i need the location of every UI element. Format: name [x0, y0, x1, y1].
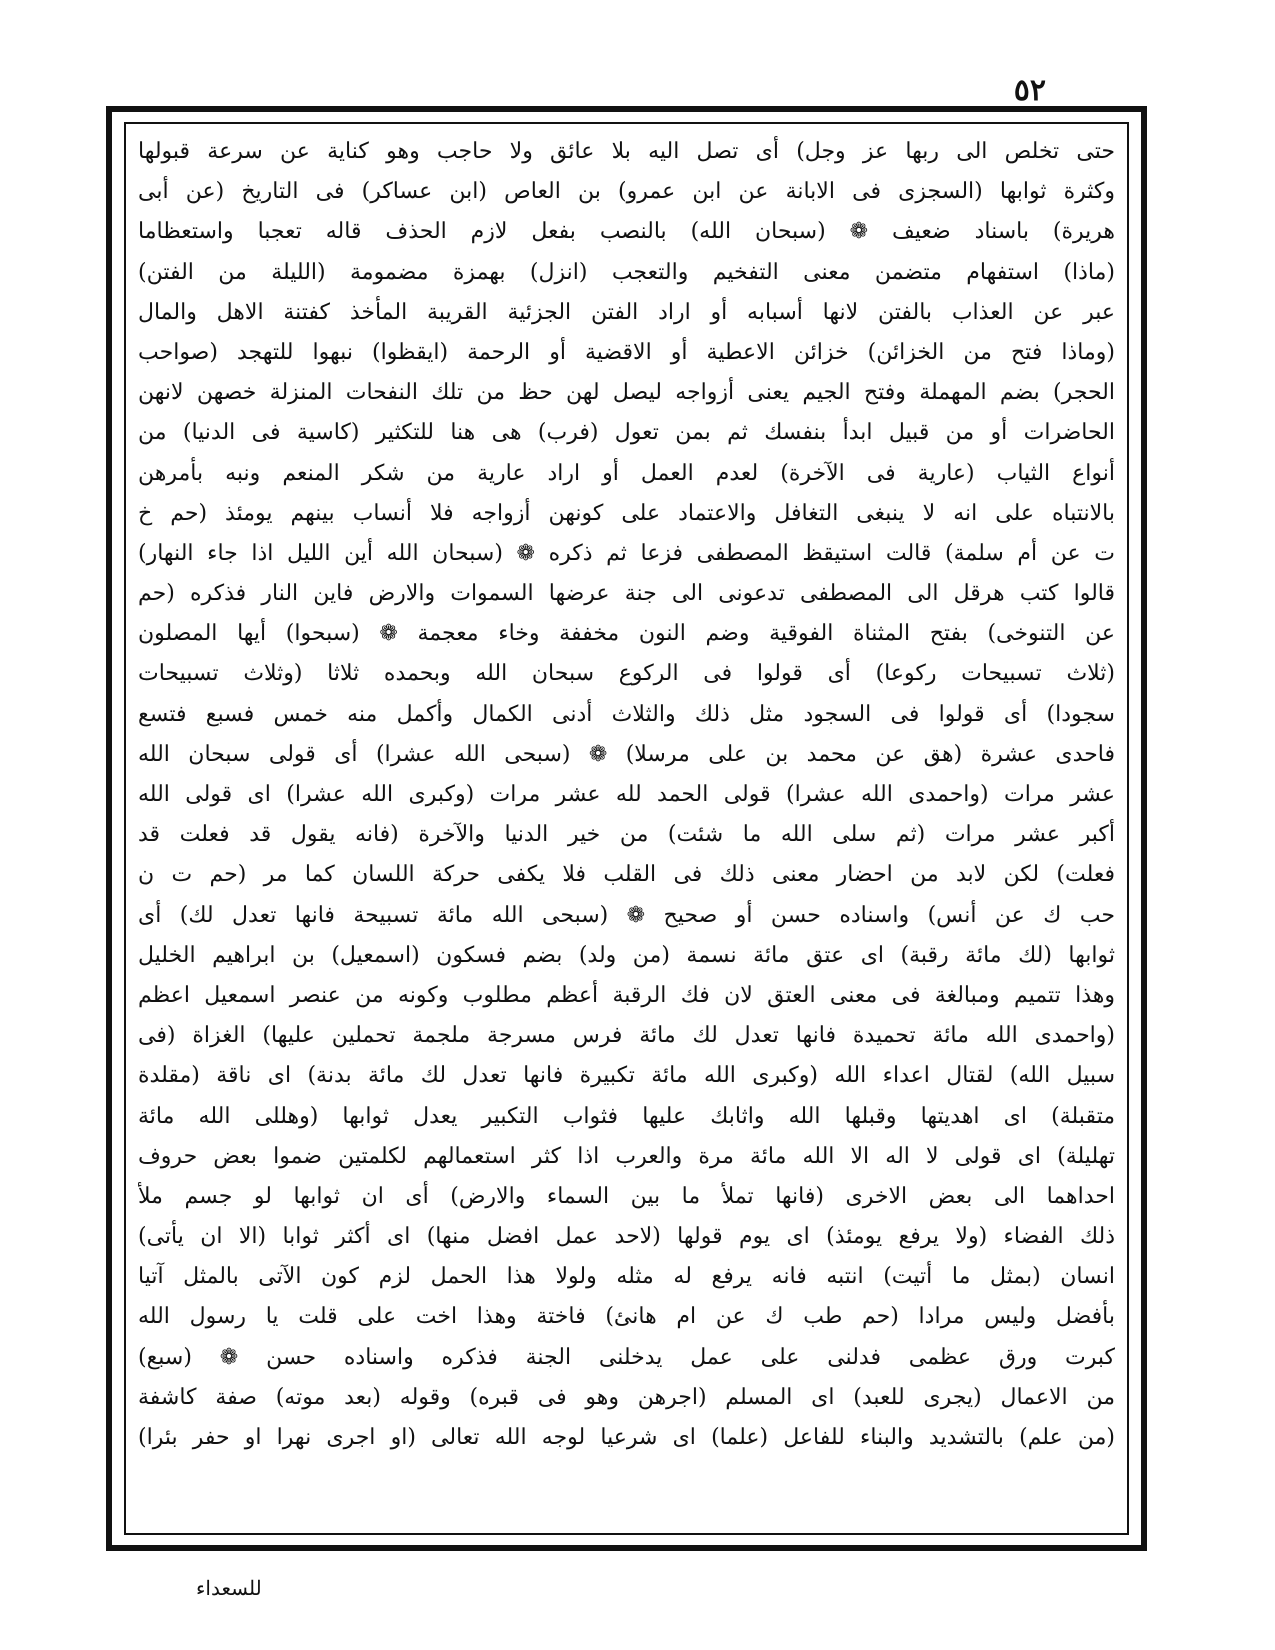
text-line: أكبر عشر مرات (ثم سلى الله ما شئت) من خير الدنيا والآخرة (فانه يقول قد فعلت قد	[138, 822, 1115, 848]
text-line: فعلت) لكن لابد من احضار معنى ذلك فى القلب فلا يكفى حركة اللسان كما مر (حم ت ن	[138, 862, 1115, 888]
text-line: وهذا تتميم ومبالغة فى معنى العتق لان فك الرقبة أعظم مطلوب وكونه من عنصر اسمعيل اعظم	[138, 982, 1115, 1008]
text-line: عن التنوخى) بفتح المثناة الفوقية وضم النون مخففة وخاء معجمة ❁ (سبحوا) أيها المصلون	[138, 621, 1115, 647]
text-line: بأفضل وليس مرادا (حم طب ك عن ام هانئ) فاختة وهذا اخت على قلت يا رسول الله	[138, 1304, 1115, 1330]
text-line: متقبلة) اى اهديتها وقبلها الله واثابك عليها فثواب التكبير يعدل ثوابها (وهللى الله مائة	[138, 1103, 1115, 1129]
text-line: الحجر) بضم المهملة وفتح الجيم يعنى أزواجه ليصل لهن حظ من تلك النفحات المنزلة خصهن لانهن	[138, 380, 1115, 406]
text-line: من الاعمال (يجرى للعبد) اى المسلم (اجرهن وهو فى قبره) وقوله (بعد موته) صفة كاشفة	[138, 1384, 1115, 1410]
text-line: سجودا) أى قولوا فى السجود مثل ذلك والثلاث أدنى الكمال وأكمل منه خمس فسبع فتسع	[138, 701, 1115, 727]
text-line: سبيل الله) لقتال اعداء الله (وكبرى الله مائة تكبيرة فانها تعدل لك مائة بدنة) اى ناقة (مقلدة	[138, 1063, 1115, 1089]
text-line: حب ك عن أنس) واسناده حسن أو صحيح ❁ (سبحى الله مائة تسبيحة فانها تعدل لك) أى	[138, 902, 1115, 928]
text-line: (ماذا) استفهام متضمن معنى التفخيم والتعجب (انزل) بهمزة مضمومة (الليلة من الفتن)	[138, 259, 1115, 285]
page-number: ٥٢	[1013, 73, 1046, 108]
text-line: فاحدى عشرة (هق عن محمد بن على مرسلا) ❁ (سبحى الله عشرا) أى قولى سبحان الله	[138, 741, 1115, 767]
text-line: ت عن أم سلمة) قالت استيقظ المصطفى فزعا ثم ذكره ❁ (سبحان الله أين الليل اذا جاء النهار)	[138, 540, 1115, 566]
text-line: الحاضرات أو من قبيل ابدأ بنفسك ثم بمن تعول (فرب) هى هنا للتكثير (كاسية فى الدنيا) من	[138, 420, 1115, 446]
text-line: أنواع الثياب (عارية فى الآخرة) لعدم العمل أو اراد عارية من شكر المنعم ونبه بأمرهن	[138, 460, 1115, 486]
text-line: احداهما الى بعض الاخرى (فانها تملأ ما بين السماء والارض) أى ان ثوابها لو جسم ملأ	[138, 1183, 1115, 1209]
text-line: (من علم) بالتشديد والبناء للفاعل (علما) اى شرعيا لوجه الله تعالى (او اجرى نهرا او حفر بئرا)	[138, 1425, 1115, 1450]
text-line: بالانتباه على انه لا ينبغى التغافل والاعتماد على كونهن أزواجه فلا أنساب بينهم يومئذ (حم خ	[138, 500, 1115, 526]
text-line: تهليلة) اى قولى لا اله الا الله مائة مرة والعرب اذا كثر استعمالهم لكلمتين ضموا بعض حروف	[138, 1143, 1115, 1169]
text-line: عشر مرات (واحمدى الله عشرا) قولى الحمد لله عشر مرات (وكبرى الله عشرا) اى قولى الله	[138, 782, 1115, 807]
text-block	[138, 132, 1115, 1527]
text-line: حتى تخلص الى ربها عز وجل) أى تصل اليه بلا عائق ولا حاجب وهو كناية عن سرعة قبولها	[138, 139, 1115, 164]
text-line: ذلك الفضاء (ولا يرفع يومئذ) اى يوم قولها (لاحد عمل افضل منها) اى أكثر ثوابا (الا ان يأتى)	[138, 1224, 1115, 1250]
text-line: هريرة) باسناد ضعيف ❁ (سبحان الله) بالنصب بفعل لازم الحذف قاله تعجبا واستعظاما	[138, 219, 1115, 245]
text-line	[138, 1458, 1115, 1498]
text-line: ثوابها (لك مائة رقبة) اى عتق مائة نسمة (من ولد) بضم فسكون (اسمعيل) بن ابراهيم الخليل	[138, 942, 1115, 968]
text-line: كبرت ورق عظمى فدلنى على عمل يدخلنى الجنة فذكره واسناده حسن ❁ (سبع)	[138, 1344, 1115, 1370]
text-line: (ثلاث تسبيحات ركوعا) أى قولوا فى الركوع سبحان الله وبحمده ثلاثا (وثلاث تسبيحات	[138, 661, 1115, 687]
text-line: عبر عن العذاب بالفتن لانها أسبابه أو اراد الفتن الجزئية القريبة المأخذ كفتنة الاهل والمال	[138, 299, 1115, 325]
text-line: (وماذا فتح من الخزائن) خزائن الاعطية أو الاقضية أو الرحمة (ايقظوا) نبهوا للتهجد (صواحب	[138, 339, 1115, 365]
text-line: انسان (بمثل ما أتيت) انتبه فانه يرفع له مثله ولولا هذا الحمل لزم كون الآتى بالمثل آتيا	[138, 1264, 1115, 1290]
text-line: وكثرة ثوابها (السجزى فى الابانة عن ابن عمرو) بن العاص (ابن عساكر) فى التاريخ (عن أبى	[138, 179, 1115, 205]
text-line: قالوا كتب هرقل الى المصطفى تدعونى الى جنة عرضها السموات والارض فاين النار فذكره (حم	[138, 581, 1115, 607]
text-line: (واحمدى الله مائة تحميدة فانها تعدل لك مائة فرس مسرجة ملجمة تحملين عليها) الغزاة (فى	[138, 1023, 1115, 1049]
catchword: للسعداء	[196, 1576, 262, 1600]
